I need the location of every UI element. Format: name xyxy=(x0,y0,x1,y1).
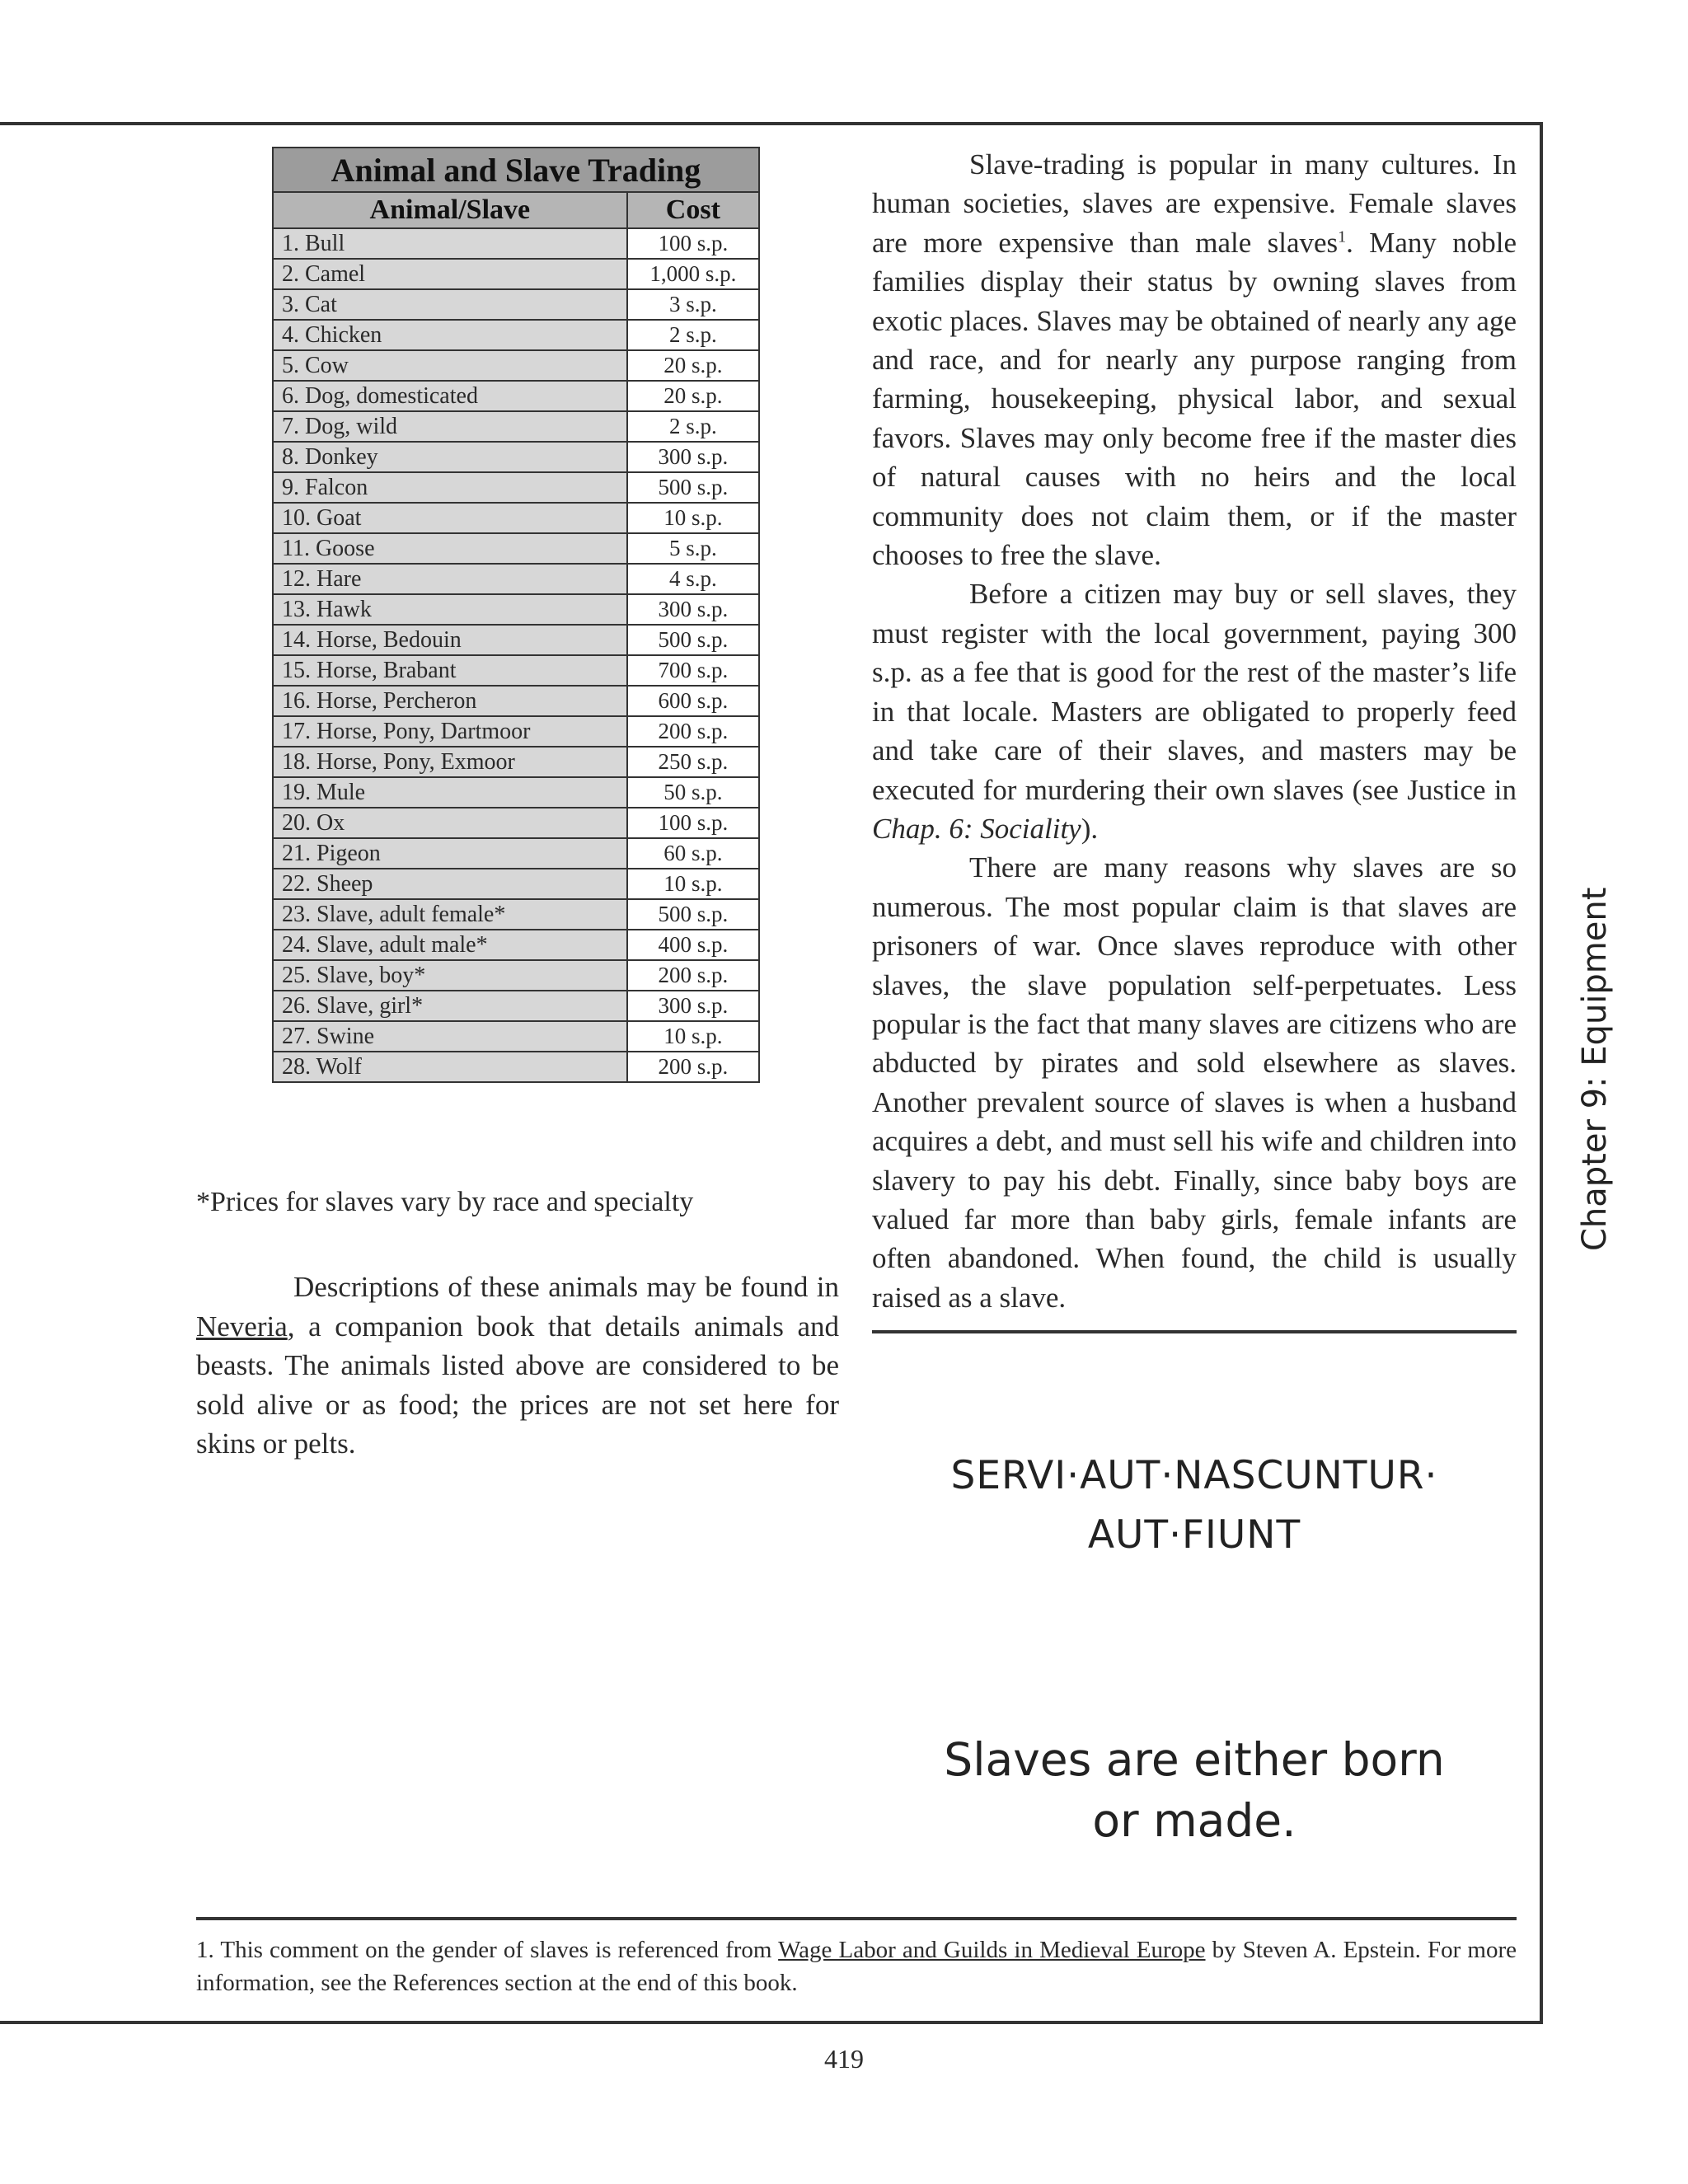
table-cell-animal: 6. Dog, domesticated xyxy=(273,381,627,411)
table-cell-animal: 14. Horse, Bedouin xyxy=(273,625,627,655)
latin-motto xyxy=(872,1446,1517,1565)
table-row xyxy=(273,503,759,533)
footnote-text-1: 1. This comment on the gender of slaves is referenced from xyxy=(196,1937,779,1963)
table-row xyxy=(273,411,759,442)
table-cell-animal: 3. Cat xyxy=(273,289,627,320)
table-row xyxy=(273,472,759,503)
english-motto-line-1: Slaves are either born xyxy=(944,1733,1445,1786)
table-cell-animal: 20. Ox xyxy=(273,808,627,838)
table-cell-animal: 11. Goose xyxy=(273,533,627,564)
table-cell-cost: 5 s.p. xyxy=(627,533,759,564)
table-cell-animal: 8. Donkey xyxy=(273,442,627,472)
table-cell-cost: 500 s.p. xyxy=(627,625,759,655)
table-row xyxy=(273,259,759,289)
table-cell-cost: 500 s.p. xyxy=(627,472,759,503)
table-cell-animal: 4. Chicken xyxy=(273,320,627,350)
table-cell-animal: 1. Bull xyxy=(273,228,627,259)
table-row xyxy=(273,960,759,991)
table-cell-animal: 24. Slave, adult male* xyxy=(273,930,627,960)
table-body xyxy=(273,228,759,1082)
page-frame-top xyxy=(0,122,1543,125)
table-cell-animal: 21. Pigeon xyxy=(273,838,627,869)
table-row xyxy=(273,686,759,716)
table-row xyxy=(273,350,759,381)
english-motto-line-2: or made. xyxy=(1092,1794,1296,1847)
table-cell-animal: 12. Hare xyxy=(273,564,627,594)
column-header-animal-slave: Animal/Slave xyxy=(273,192,627,228)
table-row xyxy=(273,564,759,594)
table-cell-cost: 700 s.p. xyxy=(627,655,759,686)
table-cell-animal: 2. Camel xyxy=(273,259,627,289)
table-cell-animal: 5. Cow xyxy=(273,350,627,381)
table-cell-animal: 23. Slave, adult female* xyxy=(273,899,627,930)
table-row xyxy=(273,625,759,655)
table-note: *Prices for slaves vary by race and specialty xyxy=(196,1187,694,1217)
paragraph-1-text-b: . Many noble families display their status by owning slaves from exotic places. Slaves may be obtained of nearly any age and race, and for nearly any purpose ranging from farming, housekeeping, physical labor, and sexual favors. Slaves may only become free if the master dies of natural causes with no heirs and the local community does not claim them, or if the master chooses to free the slave. xyxy=(872,226,1517,572)
footnote-divider xyxy=(196,1917,1517,1920)
table-cell-animal: 9. Falcon xyxy=(273,472,627,503)
table-cell-animal: 25. Slave, boy* xyxy=(273,960,627,991)
table-row xyxy=(273,289,759,320)
table-cell-animal: 28. Wolf xyxy=(273,1052,627,1082)
table-cell-cost: 20 s.p. xyxy=(627,350,759,381)
table-row xyxy=(273,716,759,747)
table-cell-animal: 16. Horse, Percheron xyxy=(273,686,627,716)
table-row xyxy=(273,442,759,472)
table-row xyxy=(273,808,759,838)
english-motto xyxy=(872,1729,1517,1851)
table-cell-cost: 2 s.p. xyxy=(627,320,759,350)
latin-motto-line-1: SERVI·AUT·NASCUNTUR· xyxy=(950,1453,1438,1498)
left-paragraph xyxy=(196,1268,839,1464)
section-divider xyxy=(872,1330,1517,1333)
table-cell-animal: 13. Hawk xyxy=(273,594,627,625)
table-cell-cost: 400 s.p. xyxy=(627,930,759,960)
table-cell-cost: 3 s.p. xyxy=(627,289,759,320)
table-title: Animal and Slave Trading xyxy=(273,148,759,192)
column-header-cost: Cost xyxy=(627,192,759,228)
table-cell-animal: 7. Dog, wild xyxy=(273,411,627,442)
table-cell-cost: 10 s.p. xyxy=(627,1021,759,1052)
table-cell-cost: 20 s.p. xyxy=(627,381,759,411)
paragraph-registration xyxy=(872,574,1517,848)
chapter-tab: Chapter 9: Equipment xyxy=(1576,887,1614,1251)
page-frame-bottom xyxy=(0,2021,1543,2024)
table-row xyxy=(273,899,759,930)
table-cell-cost: 4 s.p. xyxy=(627,564,759,594)
page-frame-right xyxy=(1540,122,1543,2024)
paragraph-2-text-b: ). xyxy=(1081,812,1099,845)
paragraph-2-text-a: Before a citizen may buy or sell slaves, they must register with the local government, paying 300 s.p. as a fee that is good for the rest of the master’s life in that locale. Masters are obligated to properly feed and take care of their slaves, and masters may be executed for murdering their own slaves (see Justice in xyxy=(872,578,1517,806)
table-row xyxy=(273,1052,759,1082)
table-cell-cost: 50 s.p. xyxy=(627,777,759,808)
table-row xyxy=(273,991,759,1021)
neveria-book-title: Neveria xyxy=(196,1310,288,1343)
right-column-text xyxy=(872,145,1517,1317)
left-paragraph-text-1: Descriptions of these animals may be found in xyxy=(293,1271,839,1303)
latin-motto-line-2: AUT·FIUNT xyxy=(1087,1512,1301,1558)
table-row xyxy=(273,320,759,350)
footnote-marker: 1 xyxy=(1338,227,1347,246)
table-cell-cost: 600 s.p. xyxy=(627,686,759,716)
table-cell-cost: 250 s.p. xyxy=(627,747,759,777)
table-row xyxy=(273,655,759,686)
table-cell-cost: 10 s.p. xyxy=(627,503,759,533)
table-row xyxy=(273,747,759,777)
table-cell-animal: 18. Horse, Pony, Exmoor xyxy=(273,747,627,777)
table-row xyxy=(273,1021,759,1052)
table-row xyxy=(273,533,759,564)
paragraph-slave-trading xyxy=(872,145,1517,574)
table-cell-cost: 500 s.p. xyxy=(627,899,759,930)
table-row xyxy=(273,930,759,960)
table-cell-animal: 19. Mule xyxy=(273,777,627,808)
left-paragraph-text-2: , a companion book that details animals and beasts. The animals listed above are considered to be sold alive or as food; the prices are not set here for skins or pelts. xyxy=(196,1310,839,1460)
table-cell-animal: 22. Sheep xyxy=(273,869,627,899)
table-cell-cost: 200 s.p. xyxy=(627,716,759,747)
table-cell-cost: 200 s.p. xyxy=(627,1052,759,1082)
paragraph-reasons: There are many reasons why slaves are so numerous. The most popular claim is that slaves are prisoners of war. Once slaves reproduce with other slaves, the slave population self-perpetuates. Less popular is the fact that many slaves are citizens who are abducted by pirates and sold elsewhere as slaves. Another prevalent source of slaves is when a husband acquires a debt, and must sell his wife and children into slavery to pay his debt. Finally, since baby boys are valued far more than baby girls, female infants are often abandoned. When found, the child is usually raised as a slave. xyxy=(872,851,1517,1314)
table-row xyxy=(273,777,759,808)
footnote xyxy=(196,1933,1517,1999)
table-cell-animal: 10. Goat xyxy=(273,503,627,533)
animal-slave-trading-table xyxy=(272,147,760,1083)
table-cell-cost: 1,000 s.p. xyxy=(627,259,759,289)
table-cell-cost: 2 s.p. xyxy=(627,411,759,442)
footnote-book-title: Wage Labor and Guilds in Medieval Europe xyxy=(778,1937,1206,1963)
paragraph-1-text-a: Slave-trading is popular in many cultures. In human societies, slaves are expensive. Female slaves are more expensive than male slaves xyxy=(872,148,1517,259)
table-row xyxy=(273,381,759,411)
table-cell-cost: 300 s.p. xyxy=(627,594,759,625)
table-cell-animal: 17. Horse, Pony, Dartmoor xyxy=(273,716,627,747)
table-cell-cost: 60 s.p. xyxy=(627,838,759,869)
table-cell-animal: 15. Horse, Brabant xyxy=(273,655,627,686)
table-cell-cost: 300 s.p. xyxy=(627,991,759,1021)
table-row xyxy=(273,228,759,259)
table-cell-cost: 100 s.p. xyxy=(627,808,759,838)
table-cell-animal: 26. Slave, girl* xyxy=(273,991,627,1021)
table-cell-animal: 27. Swine xyxy=(273,1021,627,1052)
table-row xyxy=(273,594,759,625)
chapter-reference: Chap. 6: Sociality xyxy=(872,812,1081,845)
table-row xyxy=(273,838,759,869)
table-row xyxy=(273,869,759,899)
table-cell-cost: 300 s.p. xyxy=(627,442,759,472)
table-cell-cost: 100 s.p. xyxy=(627,228,759,259)
table-cell-cost: 200 s.p. xyxy=(627,960,759,991)
table-cell-cost: 10 s.p. xyxy=(627,869,759,899)
page-number: 419 xyxy=(824,2044,864,2074)
footnote-text-2: by Steven A. Epstein. For more information, see the References section at the end of this book. xyxy=(196,1937,1517,1996)
